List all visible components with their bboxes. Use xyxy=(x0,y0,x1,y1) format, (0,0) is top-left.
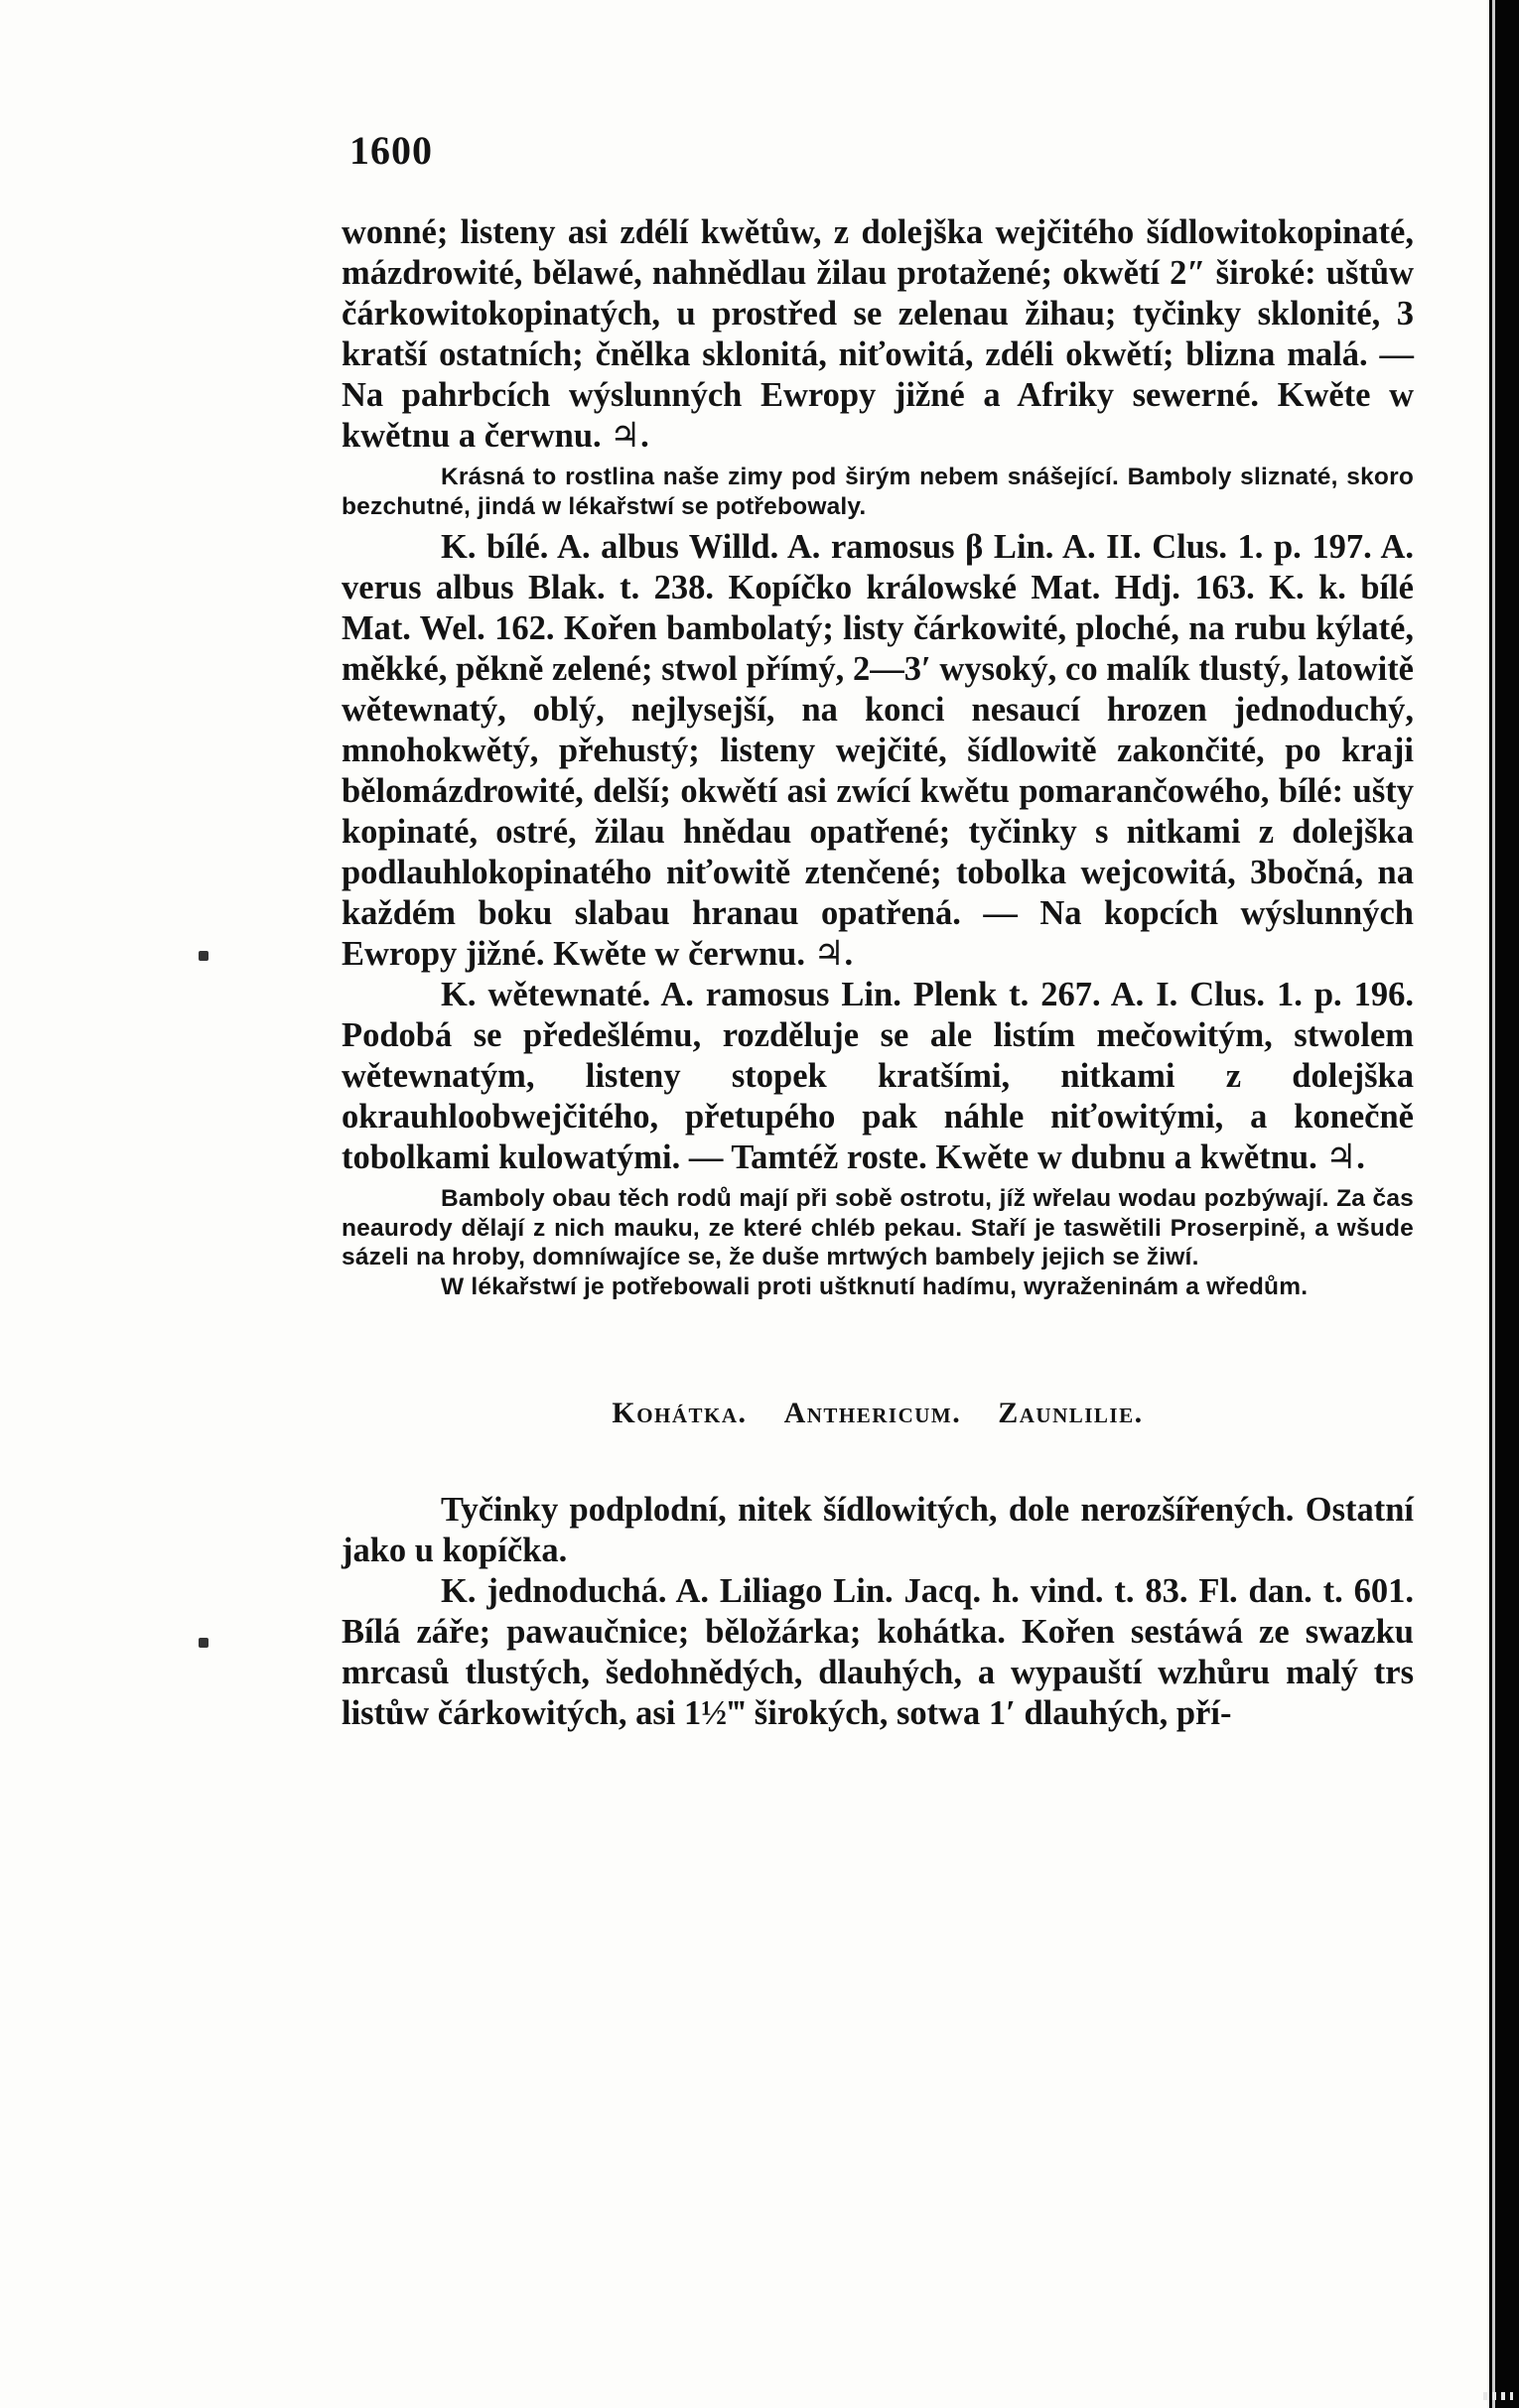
paragraph-tycinky: Tyčinky podplodní, nitek šídlowitých, dole nerozšířených. Ostatní jako u kopíčka. xyxy=(342,1491,1414,1569)
section-heading xyxy=(342,1397,1414,1430)
paragraph-kopicko-bile: K. bílé. A. albus Willd. A. ramosus β Lin. A. II. Clus. 1. p. 197. A. verus albus Blak. t. 238. Kopíčko králowské Mat. Hdj. 163. K. k. bílé Mat. Wel. 162. Kořen bambolatý; listy čárkowité, ploché, na rubu kýlaté, měkké, pěkně zelené; stwol přímý, 2—3′ wysoký, co malík tlustý, latowitě wětewnatý, oblý, nejlysejší, na konci nesaucí hrozen jednoduchý, mnohokwětý, přehustý; listeny wejčité, šídlowitě zakončité, po kraji bělomázdrowité, delší; okwětí asi zwící kwětu pomarančowého, bílé: ušty kopinaté, ostré, žilau hnědau opatřené; tyčinky s nitkami z dolejška podlauhlokopinatého niťowitě ztenčené; tobolka wejcowitá, 3bočná, na každém boku slabau hranau opatřená. — Na kopcích wýslunných Ewropy jižné. Kwěte w čerwnu. ♃. xyxy=(342,528,1414,973)
note-bamboly: Bamboly obau těch rodů mají při sobě ostrotu, jíž wřelau wodau pozbýwají. Za čas neaurody dělají z nich mauku, ze které chléb pekau. Staří je taswětili Proserpině, a wšude sázeli na hroby, domníwajíce se, že duše mrtwých bambely jejich se žiwí. xyxy=(342,1185,1414,1271)
section-title-czech: Kohátka. xyxy=(612,1397,748,1429)
scan-edge-dots xyxy=(1483,2392,1513,2400)
margin-mark xyxy=(199,951,208,961)
section-title-latin: Anthericum. xyxy=(783,1397,962,1429)
note-krasna: Krásná to rostlina naše zimy pod širým nebem snášející. Bamboly sliznaté, skoro bezchutné, jindá w lékařstwí se potřebowaly. xyxy=(342,464,1414,520)
scan-edge-line xyxy=(1492,0,1495,2408)
margin-mark xyxy=(199,1638,208,1648)
text-body xyxy=(342,212,1414,1734)
paragraph-kohatka-jednoducha: K. jednoduchá. A. Liliago Lin. Jacq. h. vind. t. 83. Fl. dan. t. 601. Bílá záře; pawaučnice; běložárka; kohátka. Kořen sestáwá ze swazku mrcasů tlustých, šedohnědých, dlauhých, a wypauští wzhůru malý trs listůw čárkowitých, asi 1½‴ širokých, sotwa 1′ dlauhých, pří- xyxy=(342,1572,1414,1732)
section-title-german: Zaunlilie. xyxy=(998,1397,1144,1429)
note-lekarstwi: W lékařstwí je potřebowali proti uštknutí hadímu, wyraženinám a wředům. xyxy=(441,1272,1309,1300)
paragraph-kopicko-wetewnate: K. wětewnaté. A. ramosus Lin. Plenk t. 267. A. I. Clus. 1. p. 196. Podobá se předešlému, rozděluje se ale listím mečowitým, stwolem wětewnatým, listeny stopek kratšími, nitkami z dolejška okrauhloobwejčitého, přetupého pak náhle niťowitými, a konečně tobolkami kulowatými. — Tamtéž roste. Kwěte w dubnu a kwětnu. ♃. xyxy=(342,976,1414,1176)
page-number: 1600 xyxy=(349,128,433,173)
paragraph-wonne: wonné; listeny asi zdélí kwětůw, z dolejška wejčitého šídlowitokopinaté, mázdrowité, bělawé, nahnědlau žilau protažené; okwětí 2″ široké: uštůw čárkowitokopinatých, u prostřed se zelenau žihau; tyčinky sklonité, 3 kratší ostatních; čnělka sklonitá, niťowitá, zdéli okwětí; blizna malá. — Na pahrbcích wýslunných Ewropy jižné a Afriky sewerné. Kwěte w kwětnu a čerwnu. ♃. xyxy=(342,213,1414,455)
